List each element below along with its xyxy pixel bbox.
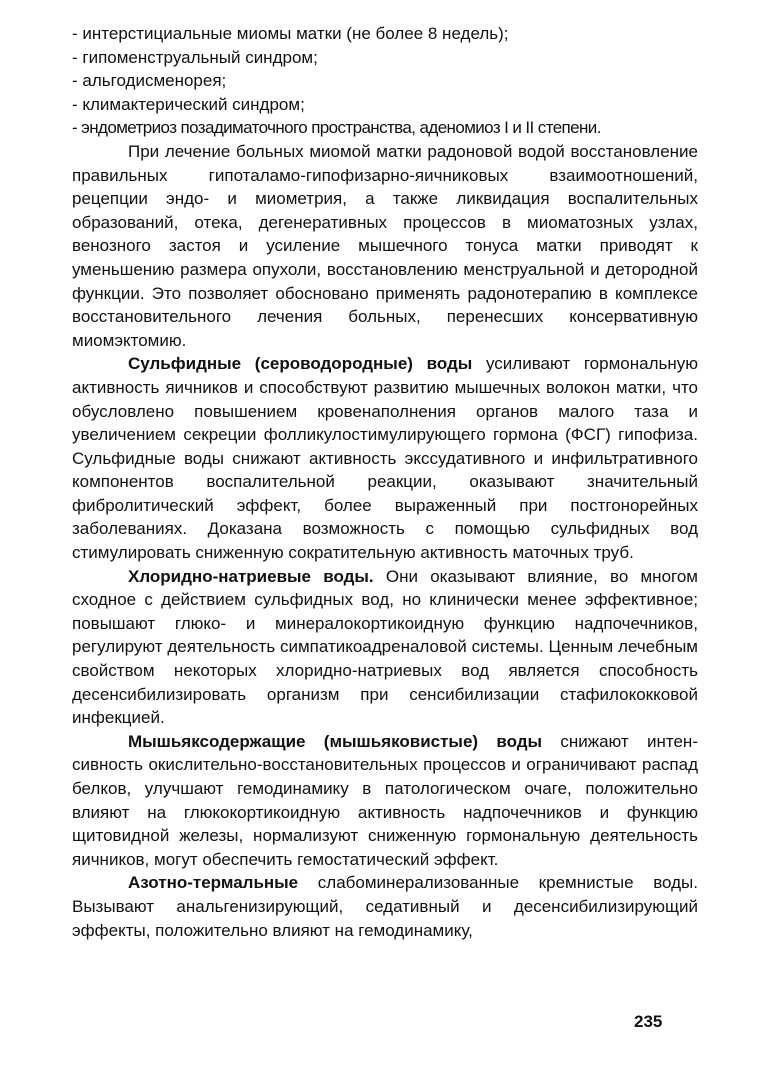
page-body bbox=[72, 22, 698, 942]
heading-arsenic: Мышьяксодержащие (мышьяковистые) воды bbox=[128, 731, 543, 751]
list-item: - альгодисменорея; bbox=[72, 71, 227, 91]
paragraph-nitrogen-text: слабоминерализованные кремнистые воды. Вызывают анальгенизирующий, седативный и десенсибилизирующий эффекты, положительно влияют на гемодинамику, bbox=[72, 873, 698, 940]
paragraph-arsenic bbox=[72, 730, 698, 872]
list-item: - гипоменструальный синдром; bbox=[72, 47, 318, 67]
list-item: - климактерический синдром; bbox=[72, 94, 305, 114]
list-item: - эндометриоз позадиматочного пространства, аденомиоз I и II степени. bbox=[72, 118, 601, 138]
paragraph-chloride-text: Они оказывают влияние, во многом сходное с действием сульфидных вод, но клинически менее эффективное; повышают глюко- и минералокортикоидную функцию надпочечников, регулируют деятельность симпатикоадреналовой системы. Ценным лечебным свойством некоторых хлоридно-натриевых вод является способность десенсибилизировать организм при сенсибилизации стафилококковой инфекцией. bbox=[72, 566, 698, 728]
paragraph-arsenic-text: снижают интен-сивность окислительно-восстановительных процессов и ограничивают распад белков, улучшают гемодинамику в патологическом очаге, положительно влияют на глюкокортикоидную активность надпочечников и функцию щитовидной железы, нормализуют сниженную гормональную деятельность яичников, могут обеспечить гемостатический эффект. bbox=[72, 731, 698, 869]
heading-nitrogen: Азотно-термальные bbox=[128, 873, 299, 893]
heading-sulfide: Сульфидные (сероводородные) воды bbox=[128, 354, 473, 374]
paragraph-nitrogen bbox=[72, 871, 698, 942]
paragraph-sulfide-text: усиливают гормональную активность яичников и способствуют развитию мышечных волокон матки, что обусловлено повышением кровенаполнения органов малого таза и увеличением секреции фолликулостимулирующего гормона (ФСГ) гипофиза. Сульфидные воды снижают активность экссудативного и инфильтративного компонентов воспалительной реакции, оказывают значительный фибролитический эффект, более выраженный при постгонорейных заболеваниях. Доказана возможность с помощью сульфидных вод стимулировать сниженную сократительную активность маточных труб. bbox=[72, 354, 698, 563]
page-number: 235 bbox=[634, 1012, 663, 1031]
paragraph-sulfide bbox=[72, 352, 698, 564]
indications-list bbox=[72, 22, 698, 140]
paragraph-chloride bbox=[72, 565, 698, 730]
list-item: - интерстициальные миомы матки (не более 8 недель); bbox=[72, 24, 509, 43]
paragraph-radon: При лечение больных миомой матки радоновой водой восстановление правильных гипоталамо-гипофизарно-яичниковых взаимоотношений, рецепции эндо- и миометрия, а также ликвидация воспалительных образований, отека, дегенеративных процессов в миоматозных узлах, венозного застоя и усиление мышечного тонуса матки приводят к уменьшению размера опухоли, восстановлению менструальной и детородной функции. Это позволяет обосновано применять радонотерапию в комплексе восстановительного лечения больных, перенесших консервативную миомэктомию. bbox=[72, 141, 698, 350]
heading-chloride: Хлоридно-натриевые воды. bbox=[128, 566, 374, 586]
